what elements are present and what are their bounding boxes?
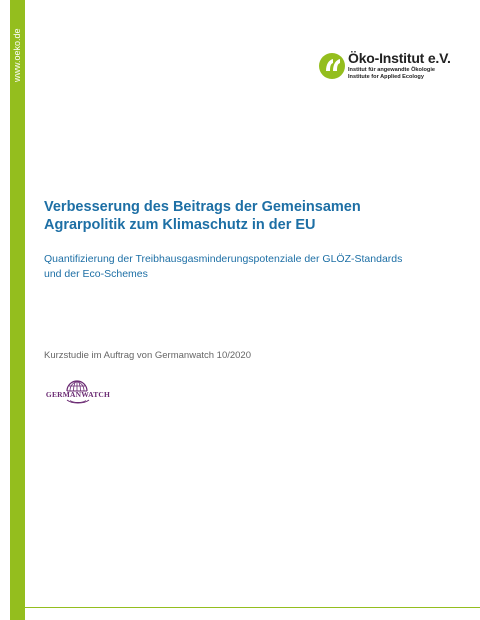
- commission-note: Kurzstudie im Auftrag von Germanwatch 10/2020: [44, 350, 252, 361]
- germanwatch-name: GERMANWATCH: [45, 390, 111, 399]
- germanwatch-logo: [44, 378, 112, 404]
- germanwatch-swoosh-icon: [66, 399, 90, 404]
- logo-name: Öko-Institut e.V.: [348, 50, 451, 66]
- subtitle-line-1: Quantifizierung der Treibhausgasminderungspotenziale der GLÖZ-Standards: [44, 253, 403, 265]
- title-line-1: Verbesserung des Beitrags der Gemeinsamen: [44, 199, 361, 215]
- document-subtitle: [44, 252, 464, 282]
- logo-subtitle-en: Institute for Applied Ecology: [348, 74, 424, 80]
- document-title: [44, 198, 454, 234]
- website-url[interactable]: www.oeko.de: [12, 28, 22, 82]
- title-line-2: Agrarpolitik zum Klimaschutz in der EU: [44, 217, 316, 233]
- subtitle-line-2: und der Eco-Schemes: [44, 268, 148, 280]
- green-side-bar: [10, 0, 25, 620]
- oeko-institut-logo-icon: [318, 52, 346, 80]
- logo-subtitle-de: Institut für angewandte Ökologie: [348, 67, 436, 73]
- oeko-institut-logo: [318, 50, 458, 84]
- bottom-divider: [25, 607, 480, 608]
